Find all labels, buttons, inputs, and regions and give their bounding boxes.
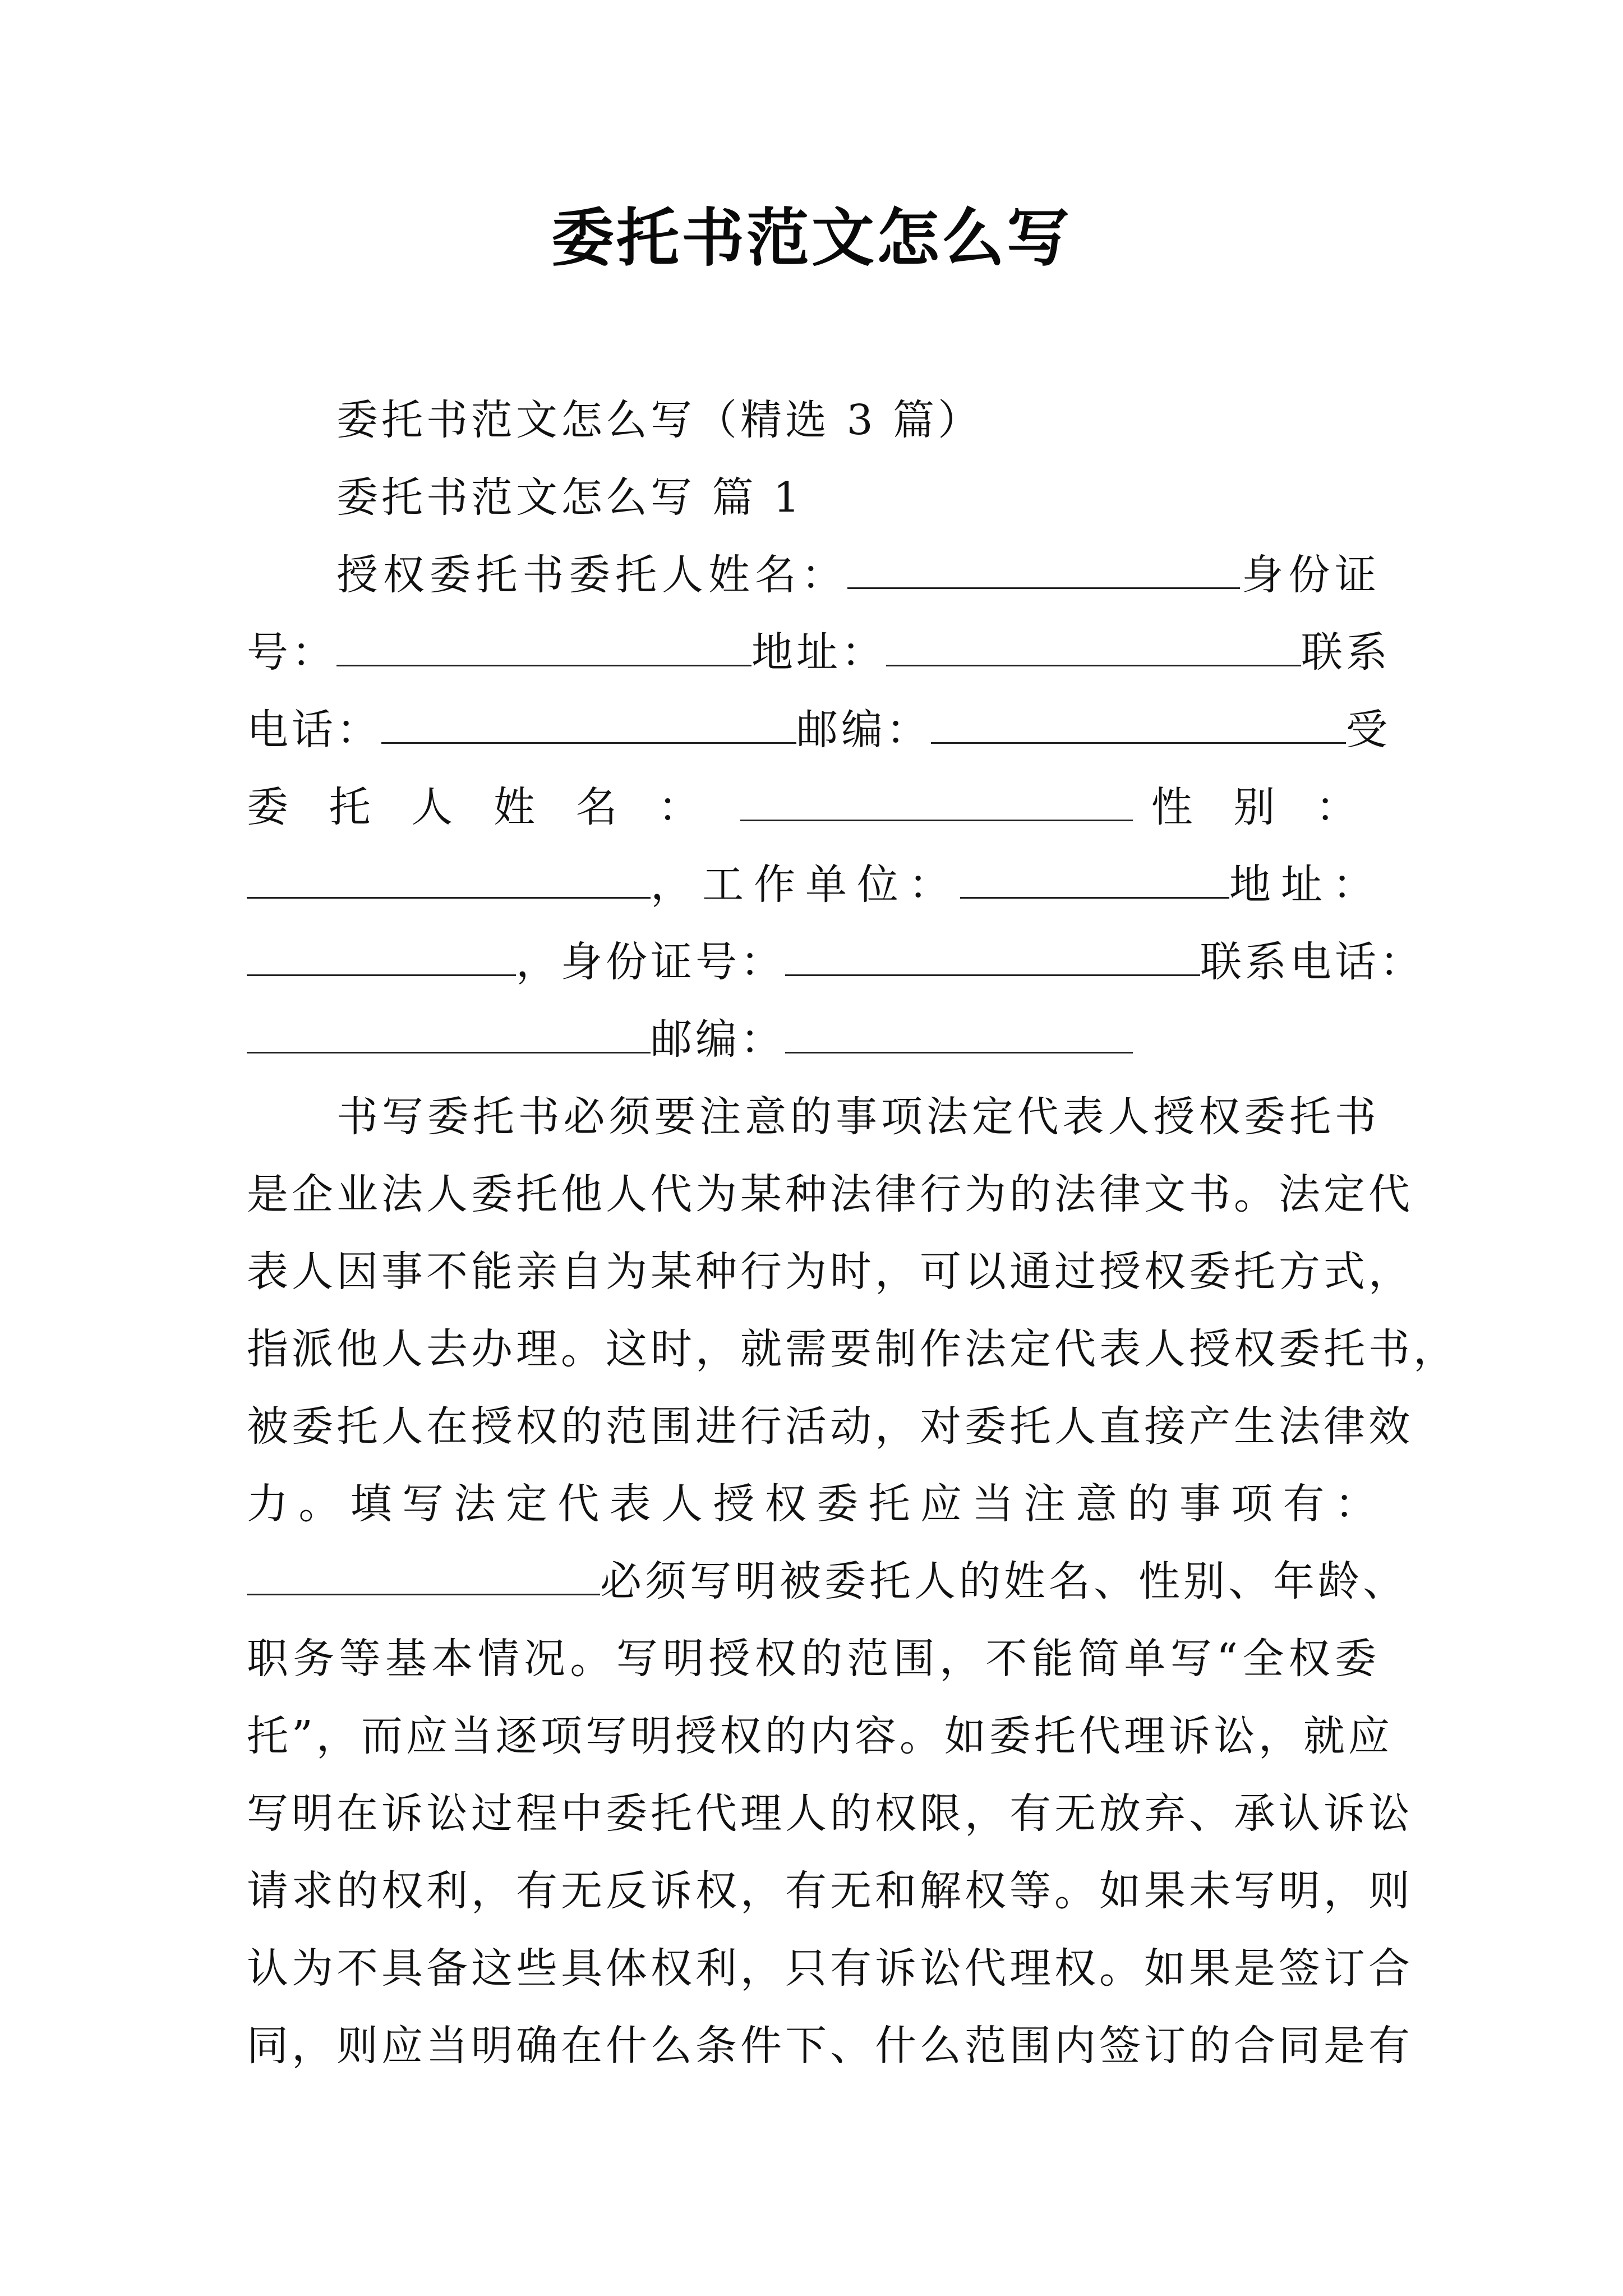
label-postcode: 邮编： — [796, 706, 931, 754]
blank-field[interactable] — [336, 620, 751, 666]
blank-field[interactable] — [785, 930, 1200, 976]
label-address: 地址： — [751, 628, 886, 677]
blank-field[interactable] — [785, 1007, 1133, 1053]
form-line-6 — [247, 923, 1424, 1001]
blank-field[interactable] — [247, 1549, 600, 1595]
label-agent-id: ，身份证号： — [516, 938, 785, 986]
label-phone: 电话： — [247, 706, 381, 754]
paragraph-text: 必须写明被委托人的姓名、性别、年龄、 — [600, 1557, 1408, 1605]
blank-field[interactable] — [740, 775, 1133, 821]
label-agent-start: 受 — [1346, 706, 1391, 754]
label-id-start: 身份证 — [1240, 551, 1380, 599]
blank-field[interactable] — [847, 542, 1240, 589]
blank-field[interactable] — [247, 1007, 651, 1053]
form-line-2 — [247, 614, 1391, 691]
document-title: 委托书范文怎么写 — [551, 201, 1072, 275]
label-agent-postcode: 邮编： — [651, 1015, 785, 1064]
form-line-1 — [247, 536, 1380, 614]
paragraph-line: 写明在诉讼过程中委托代理人的权限，有无放弃、承认诉讼 — [247, 1789, 1413, 1838]
form-line-5 — [247, 846, 1384, 923]
label-id-end: 号： — [247, 628, 336, 677]
paragraph-line: 认为不具备这些具体权利，只有诉讼代理权。如果是签订合 — [247, 1944, 1413, 1993]
paragraph-line: 指派他人去办理。这时，就需要制作法定代表人授权委托书， — [247, 1325, 1458, 1373]
label-address-2: 地址： — [1229, 861, 1384, 909]
blank-field[interactable] — [931, 697, 1346, 744]
blank-field[interactable] — [886, 620, 1301, 666]
paragraph-line: 是企业法人委托他人代为某种法律行为的法律文书。法定代 — [247, 1170, 1413, 1218]
paragraph-line — [247, 1543, 1408, 1620]
section-heading: 委托书范文怎么写 篇 1 — [336, 473, 804, 522]
blank-field[interactable] — [960, 852, 1229, 899]
form-line-4 — [247, 769, 1380, 846]
label-agent-name: 委托人姓名： — [247, 783, 740, 831]
document-body — [247, 381, 1458, 2085]
subtitle: 委托书范文怎么写（精选 3 篇） — [336, 396, 983, 444]
paragraph-line: 书写委托书必须要注意的事项法定代表人授权委托书 — [336, 1093, 1380, 1141]
label-contact-start: 联系 — [1301, 628, 1391, 677]
paragraph-line: 请求的权利，有无反诉权，有无和解权等。如果未写明，则 — [247, 1867, 1413, 1915]
blank-field[interactable] — [247, 930, 516, 976]
paragraph-line: 同，则应当明确在什么条件下、什么范围内签订的合同是有 — [247, 2022, 1413, 2070]
blank-field[interactable] — [247, 852, 651, 899]
label-employer: ，工作单位： — [651, 861, 960, 909]
paragraph-line: 表人因事不能亲自为某种行为时，可以通过授权委托方式， — [247, 1248, 1413, 1296]
paragraph-line: 托”，而应当逐项写明授权的内容。如委托代理诉讼，就应 — [247, 1712, 1393, 1760]
form-line-7 — [247, 1001, 1380, 1078]
paragraph-line: 被委托人在授权的范围进行活动，对委托人直接产生法律效 — [247, 1402, 1413, 1451]
label-agent-phone: 联系电话： — [1200, 938, 1424, 986]
form-line-3 — [247, 691, 1391, 769]
paragraph-line: 力。填写法定代表人授权委托应当注意的事项有： — [247, 1480, 1380, 1528]
blank-field[interactable] — [381, 697, 796, 744]
paragraph-line: 职务等基本情况。写明授权的范围，不能简单写“全权委 — [247, 1635, 1380, 1683]
label-gender: 性别： — [1133, 783, 1380, 831]
label-principal-name: 授权委托书委托人姓名： — [336, 551, 848, 599]
